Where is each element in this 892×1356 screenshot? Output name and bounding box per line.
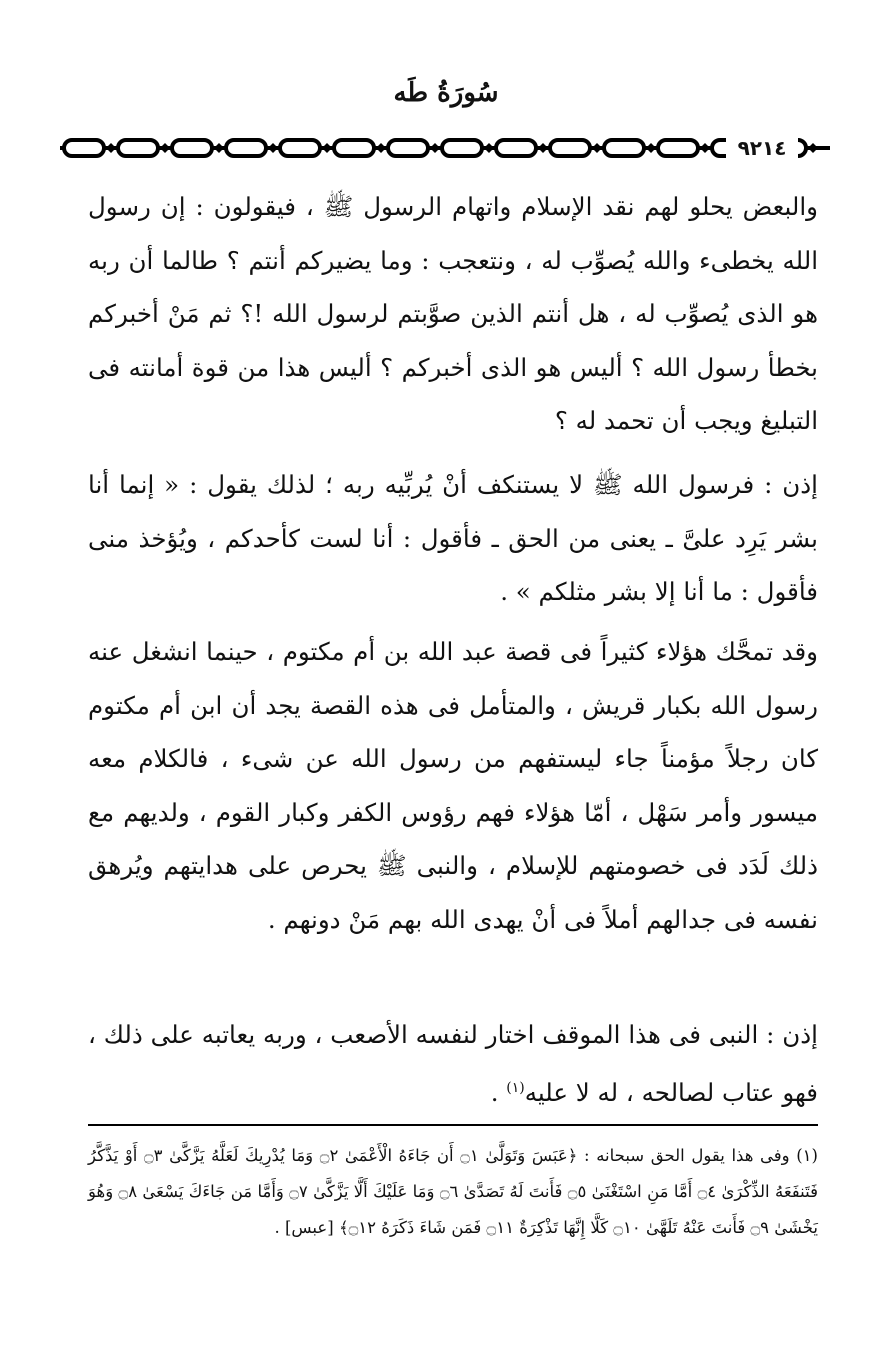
border-link [334,140,374,156]
surah-title: سُورَةُ طَه [393,78,499,108]
border-link [172,140,212,156]
border-link [388,140,428,156]
border-diamond [322,143,332,153]
border-diamond [268,143,278,153]
border-link [442,140,482,156]
border-link [496,140,536,156]
paragraph-1 [88,180,818,448]
border-diamond [700,143,710,153]
footnote: (١) وفى هذا يقول الحق سبحانه : ﴿عَبَسَ وَتَوَلَّىٰ ۝١ أَن جَاءَهُ الْأَعْمَىٰ ۝٢ وَمَا يُدْرِيكَ لَعَلَّهُ يَزَّكَّىٰ ۝٣ أَوْ يَذَّكَّرُ فَتَنفَعَهُ الذِّكْرَىٰ ۝٤ أَمَّا مَنِ اسْتَغْنَىٰ ۝٥ فَأَنتَ لَهُ تَصَدَّىٰ ۝٦ وَمَا عَلَيْكَ أَلَّا يَزَّكَّىٰ ۝٧ وَأَمَّا مَن جَاءَكَ يَسْعَىٰ ۝٨ وَهُوَ يَخْشَىٰ ۝٩ فَأَنتَ عَنْهُ تَلَهَّىٰ ۝١٠ كَلَّا إِنَّهَا تَذْكِرَةٌ ۝١١ فَمَن شَاءَ ذَكَرَهُ ۝١٢﴾ [عبس] . [88,1146,818,1237]
border-diamond [106,143,116,153]
border-link [64,140,104,156]
border-diamond [646,143,656,153]
border-link [604,140,644,156]
paragraph-2-text: إذن : فرسول الله ﷺ لا يستنكف أنْ يُربِّيه ربه ؛ لذلك يقول : « إنما أنا بشر يَرِد علىَّ ـ يعنى من الحق ـ فأقول : أنا لست كأحدكم ، ويُؤخذ منى فأقول : ما أنا إلا بشر مثلكم » . [88,470,818,606]
footnote-reference: (١) [506,1079,525,1096]
paragraph-3 [88,625,818,946]
paragraph-4-text: إذن : النبى فى هذا الموقف اختار لنفسه الأصعب ، وربه يعاتبه على ذلك ، فهو عتاب لصالحه ، له لا عليه [88,1020,818,1107]
border-diamond [538,143,548,153]
border-diamond [214,143,224,153]
border-link [280,140,320,156]
footnote-divider [88,1124,818,1126]
paragraph-4: إذن : النبى فى هذا الموقف اختار لنفسه الأصعب ، وربه يعاتبه على ذلك ، فهو عتاب لصالحه ، له لا عليه$^{(١)}$ . [88,1020,818,1107]
border-link [550,140,590,156]
border-diamond [808,143,818,153]
ornamental-border [60,135,830,161]
border-diamond [376,143,386,153]
page-number: ٩٢١٤ [726,136,798,160]
border-link [658,140,698,156]
border-link [118,140,158,156]
border-diamond [160,143,170,153]
paragraph-2 [88,458,818,619]
border-link [226,140,266,156]
border-diamond [484,143,494,153]
paragraph-1-text: والبعض يحلو لهم نقد الإسلام واتهام الرسول ﷺ ، فيقولون : إن رسول الله يخطىء والله يُصوِّب له ، ونتعجب : وما يضيركم أنتم ؟ طالما أن ربه هو الذى يُصوِّب له ، هل أنتم الذين صوَّبتم لرسول الله !؟ ثم مَنْ أخبركم بخطأ رسول الله ؟ أليس هو الذى أخبركم ؟ أليس هذا من قوة أمانته فى التبليغ ويجب أن تحمد له ؟ [88,192,818,435]
paragraph-3-text: وقد تمحَّك هؤلاء كثيراً فى قصة عبد الله بن أم مكتوم ، حينما انشغل عنه رسول الله بكبار قريش ، والمتأمل فى هذه القصة يجد أن ابن أم مكتوم كان رجلاً مؤمناً جاء ليستفهم من رسول الله عن شىء ، فالكلام معه ميسور وأمر سَهْل ، أمّا هؤلاء فهم رؤوس الكفر وكبار القوم ، ولديهم مع ذلك لَدَد فى خصومتهم للإسلام ، والنبى ﷺ يحرص على هدايتهم ويُرهق نفسه فى جدالهم أملاً فى أنْ يهدى الله بهم مَنْ دونهم . [88,637,818,934]
border-diamond [430,143,440,153]
border-diamond [592,143,602,153]
